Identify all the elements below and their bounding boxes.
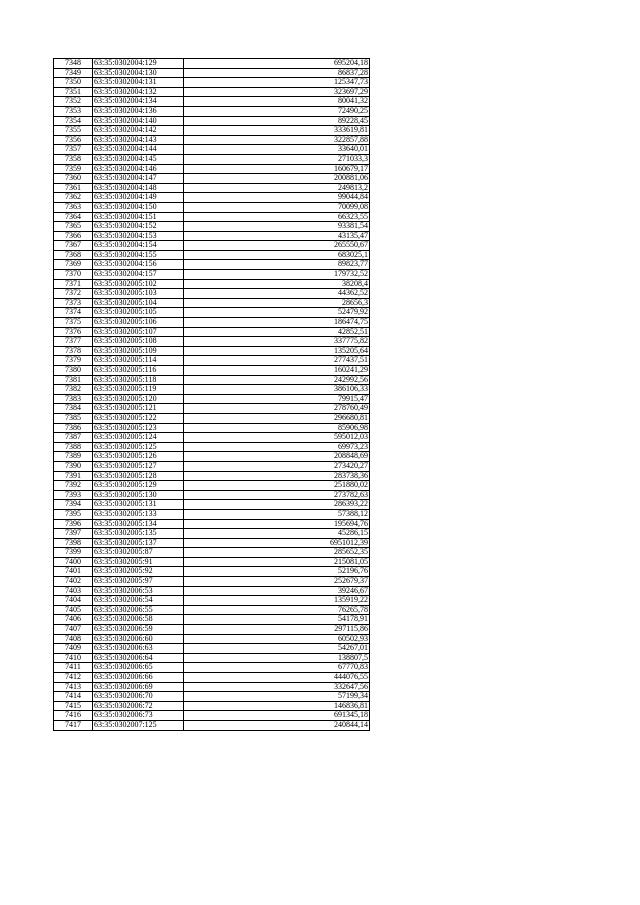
table-row: [54, 423, 370, 433]
table-row: [54, 68, 370, 78]
value-cell: 80041,32: [184, 97, 370, 107]
row-number-cell: 7378: [54, 346, 93, 356]
row-number-cell: 7357: [54, 145, 93, 155]
value-cell: 273782,63: [184, 490, 370, 500]
table-row: [54, 615, 370, 625]
value-cell: 99044,84: [184, 193, 370, 203]
value-cell: 86837,28: [184, 68, 370, 78]
table-row: [54, 605, 370, 615]
value-cell: 70099,08: [184, 202, 370, 212]
value-cell: 76265,78: [184, 605, 370, 615]
cadastral-number-cell: 63:35:0302005:121: [93, 404, 184, 414]
cadastral-number-cell: 63:35:0302005:103: [93, 289, 184, 299]
row-number-cell: 7402: [54, 577, 93, 587]
table-row: [54, 682, 370, 692]
table-row: [54, 625, 370, 635]
table-row: [54, 375, 370, 385]
value-cell: 54267,01: [184, 644, 370, 654]
table-row: [54, 250, 370, 260]
table-row: [54, 202, 370, 212]
cadastral-number-cell: 63:35:0302005:92: [93, 567, 184, 577]
table-row: [54, 145, 370, 155]
value-cell: 179732,52: [184, 270, 370, 280]
row-number-cell: 7358: [54, 154, 93, 164]
table-row: [54, 567, 370, 577]
table-row: [54, 596, 370, 606]
row-number-cell: 7394: [54, 500, 93, 510]
table-row: [54, 356, 370, 366]
cadastral-number-cell: 63:35:0302005:107: [93, 327, 184, 337]
cadastral-number-cell: 63:35:0302006:54: [93, 596, 184, 606]
cadastral-number-cell: 63:35:0302004:155: [93, 250, 184, 260]
row-number-cell: 7356: [54, 135, 93, 145]
row-number-cell: 7386: [54, 423, 93, 433]
value-cell: 60502,93: [184, 634, 370, 644]
cadastral-number-cell: 63:35:0302004:144: [93, 145, 184, 155]
value-cell: 195694,76: [184, 519, 370, 529]
value-cell: 297115,86: [184, 625, 370, 635]
table-row: [54, 471, 370, 481]
row-number-cell: 7364: [54, 212, 93, 222]
table-row: [54, 481, 370, 491]
table-row: [54, 298, 370, 308]
value-cell: 69973,23: [184, 442, 370, 452]
cadastral-number-cell: 63:35:0302006:59: [93, 625, 184, 635]
table-row: [54, 212, 370, 222]
value-cell: 249813,2: [184, 183, 370, 193]
cadastral-number-cell: 63:35:0302005:116: [93, 366, 184, 376]
row-number-cell: 7363: [54, 202, 93, 212]
row-number-cell: 7367: [54, 241, 93, 251]
row-number-cell: 7416: [54, 711, 93, 721]
cadastral-number-cell: 63:35:0302005:129: [93, 481, 184, 491]
value-cell: 208848,69: [184, 452, 370, 462]
cadastral-number-cell: 63:35:0302005:124: [93, 433, 184, 443]
value-cell: 296680,81: [184, 413, 370, 423]
cadastral-number-cell: 63:35:0302006:64: [93, 653, 184, 663]
cadastral-number-cell: 63:35:0302004:143: [93, 135, 184, 145]
cadastral-number-cell: 63:35:0302004:157: [93, 270, 184, 280]
value-cell: 28656,3: [184, 298, 370, 308]
row-number-cell: 7408: [54, 634, 93, 644]
table-row: [54, 59, 370, 69]
row-number-cell: 7385: [54, 413, 93, 423]
value-cell: 42852,51: [184, 327, 370, 337]
row-number-cell: 7405: [54, 605, 93, 615]
table-row: [54, 644, 370, 654]
row-number-cell: 7409: [54, 644, 93, 654]
table-row: [54, 692, 370, 702]
row-number-cell: 7392: [54, 481, 93, 491]
row-number-cell: 7413: [54, 682, 93, 692]
row-number-cell: 7362: [54, 193, 93, 203]
row-number-cell: 7400: [54, 557, 93, 567]
row-number-cell: 7365: [54, 222, 93, 232]
value-cell: 386106,33: [184, 385, 370, 395]
cadastral-number-cell: 63:35:0302005:120: [93, 394, 184, 404]
row-number-cell: 7396: [54, 519, 93, 529]
table-row: [54, 548, 370, 558]
row-number-cell: 7349: [54, 68, 93, 78]
table-body: [54, 59, 370, 731]
table-row: [54, 519, 370, 529]
row-number-cell: 7350: [54, 78, 93, 88]
value-cell: 286393,22: [184, 500, 370, 510]
row-number-cell: 7351: [54, 87, 93, 97]
cadastral-number-cell: 63:35:0302004:149: [93, 193, 184, 203]
cadastral-number-cell: 63:35:0302004:129: [93, 59, 184, 69]
table-row: [54, 711, 370, 721]
value-cell: 57199,34: [184, 692, 370, 702]
row-number-cell: 7352: [54, 97, 93, 107]
row-number-cell: 7393: [54, 490, 93, 500]
value-cell: 89228,45: [184, 116, 370, 126]
table-row: [54, 557, 370, 567]
cadastral-number-cell: 63:35:0302005:134: [93, 519, 184, 529]
cadastral-number-cell: 63:35:0302005:118: [93, 375, 184, 385]
table-row: [54, 154, 370, 164]
cadastral-number-cell: 63:35:0302005:135: [93, 529, 184, 539]
value-cell: 240844,14: [184, 720, 370, 730]
table-row: [54, 529, 370, 539]
table-row: [54, 366, 370, 376]
table-row: [54, 327, 370, 337]
table-row: [54, 394, 370, 404]
row-number-cell: 7359: [54, 164, 93, 174]
cadastral-number-cell: 63:35:0302004:154: [93, 241, 184, 251]
cadastral-number-cell: 63:35:0302005:108: [93, 337, 184, 347]
row-number-cell: 7395: [54, 509, 93, 519]
cadastral-number-cell: 63:35:0302004:131: [93, 78, 184, 88]
table-row: [54, 279, 370, 289]
value-cell: 271033,3: [184, 154, 370, 164]
cadastral-number-cell: 63:35:0302006:66: [93, 673, 184, 683]
table-row: [54, 78, 370, 88]
cadastral-number-cell: 63:35:0302005:119: [93, 385, 184, 395]
value-cell: 595012,03: [184, 433, 370, 443]
table-row: [54, 404, 370, 414]
table-row: [54, 106, 370, 116]
value-cell: 200881,06: [184, 174, 370, 184]
cadastral-number-cell: 63:35:0302006:58: [93, 615, 184, 625]
cadastral-number-cell: 63:35:0302006:69: [93, 682, 184, 692]
table-row: [54, 308, 370, 318]
row-number-cell: 7377: [54, 337, 93, 347]
value-cell: 278760,49: [184, 404, 370, 414]
value-cell: 322857,88: [184, 135, 370, 145]
cadastral-number-cell: 63:35:0302005:127: [93, 461, 184, 471]
row-number-cell: 7388: [54, 442, 93, 452]
table-row: [54, 289, 370, 299]
cadastral-number-cell: 63:35:0302004:146: [93, 164, 184, 174]
cadastral-number-cell: 63:35:0302004:151: [93, 212, 184, 222]
cadastral-number-cell: 63:35:0302006:53: [93, 586, 184, 596]
row-number-cell: 7369: [54, 260, 93, 270]
cadastral-number-cell: 63:35:0302005:137: [93, 538, 184, 548]
row-number-cell: 7382: [54, 385, 93, 395]
cadastral-number-cell: 63:35:0302004:134: [93, 97, 184, 107]
cadastral-number-cell: 63:35:0302005:91: [93, 557, 184, 567]
value-cell: 44362,52: [184, 289, 370, 299]
cadastral-number-cell: 63:35:0302004:156: [93, 260, 184, 270]
cadastral-number-cell: 63:35:0302005:109: [93, 346, 184, 356]
cadastral-number-cell: 63:35:0302004:136: [93, 106, 184, 116]
table-row: [54, 413, 370, 423]
value-cell: 683025,1: [184, 250, 370, 260]
table-row: [54, 231, 370, 241]
table-row: [54, 442, 370, 452]
value-cell: 333619,81: [184, 126, 370, 136]
table-row: [54, 490, 370, 500]
table-row: [54, 346, 370, 356]
cadastral-number-cell: 63:35:0302006:70: [93, 692, 184, 702]
row-number-cell: 7403: [54, 586, 93, 596]
table-row: [54, 509, 370, 519]
row-number-cell: 7370: [54, 270, 93, 280]
table-row: [54, 461, 370, 471]
table-row: [54, 193, 370, 203]
value-cell: 89823,77: [184, 260, 370, 270]
value-cell: 39246,67: [184, 586, 370, 596]
value-cell: 38208,4: [184, 279, 370, 289]
row-number-cell: 7411: [54, 663, 93, 673]
table-row: [54, 222, 370, 232]
value-cell: 323697,29: [184, 87, 370, 97]
cadastral-number-cell: 63:35:0302005:131: [93, 500, 184, 510]
value-cell: 337775,82: [184, 337, 370, 347]
table-row: [54, 385, 370, 395]
table-row: [54, 452, 370, 462]
row-number-cell: 7374: [54, 308, 93, 318]
row-number-cell: 7361: [54, 183, 93, 193]
value-cell: 695204,18: [184, 59, 370, 69]
value-cell: 273420,27: [184, 461, 370, 471]
table-row: [54, 318, 370, 328]
table-row: [54, 577, 370, 587]
table-row: [54, 673, 370, 683]
row-number-cell: 7414: [54, 692, 93, 702]
value-cell: 57388,12: [184, 509, 370, 519]
value-cell: 444076,55: [184, 673, 370, 683]
table-row: [54, 538, 370, 548]
table-row: [54, 164, 370, 174]
value-cell: 160679,17: [184, 164, 370, 174]
cadastral-number-cell: 63:35:0302004:147: [93, 174, 184, 184]
value-cell: 135205,64: [184, 346, 370, 356]
cadastral-number-cell: 63:35:0302005:125: [93, 442, 184, 452]
row-number-cell: 7407: [54, 625, 93, 635]
row-number-cell: 7412: [54, 673, 93, 683]
value-cell: 138807,5: [184, 653, 370, 663]
cadastral-number-cell: 63:35:0302005:130: [93, 490, 184, 500]
row-number-cell: 7354: [54, 116, 93, 126]
value-cell: 125347,73: [184, 78, 370, 88]
row-number-cell: 7383: [54, 394, 93, 404]
value-cell: 251880,02: [184, 481, 370, 491]
cadastral-number-cell: 63:35:0302004:130: [93, 68, 184, 78]
value-cell: 66323,55: [184, 212, 370, 222]
cadastral-number-cell: 63:35:0302004:153: [93, 231, 184, 241]
row-number-cell: 7390: [54, 461, 93, 471]
table-row: [54, 183, 370, 193]
value-cell: 146836,81: [184, 701, 370, 711]
cadastral-number-cell: 63:35:0302006:63: [93, 644, 184, 654]
table-row: [54, 126, 370, 136]
value-cell: 54178,91: [184, 615, 370, 625]
cadastral-number-cell: 63:35:0302005:102: [93, 279, 184, 289]
table-row: [54, 663, 370, 673]
cadastral-number-cell: 63:35:0302005:104: [93, 298, 184, 308]
row-number-cell: 7373: [54, 298, 93, 308]
table-row: [54, 87, 370, 97]
cadastral-number-cell: 63:35:0302004:148: [93, 183, 184, 193]
value-cell: 67770,83: [184, 663, 370, 673]
cadastral-number-cell: 63:35:0302007:125: [93, 720, 184, 730]
data-table: [53, 58, 370, 731]
cadastral-number-cell: 63:35:0302005:128: [93, 471, 184, 481]
row-number-cell: 7381: [54, 375, 93, 385]
cadastral-number-cell: 63:35:0302004:132: [93, 87, 184, 97]
value-cell: 215081,05: [184, 557, 370, 567]
row-number-cell: 7384: [54, 404, 93, 414]
cadastral-number-cell: 63:35:0302006:72: [93, 701, 184, 711]
row-number-cell: 7368: [54, 250, 93, 260]
value-cell: 285652,35: [184, 548, 370, 558]
value-cell: 93381,54: [184, 222, 370, 232]
table-row: [54, 433, 370, 443]
row-number-cell: 7375: [54, 318, 93, 328]
cadastral-number-cell: 63:35:0302005:87: [93, 548, 184, 558]
value-cell: 283738,36: [184, 471, 370, 481]
table-row: [54, 260, 370, 270]
row-number-cell: 7380: [54, 366, 93, 376]
cadastral-number-cell: 63:35:0302004:150: [93, 202, 184, 212]
row-number-cell: 7379: [54, 356, 93, 366]
table-row: [54, 241, 370, 251]
value-cell: 6951012,39: [184, 538, 370, 548]
cadastral-number-cell: 63:35:0302006:55: [93, 605, 184, 615]
value-cell: 242992,56: [184, 375, 370, 385]
cadastral-number-cell: 63:35:0302005:122: [93, 413, 184, 423]
cadastral-number-cell: 63:35:0302004:145: [93, 154, 184, 164]
value-cell: 85906,98: [184, 423, 370, 433]
table-row: [54, 116, 370, 126]
cadastral-number-cell: 63:35:0302005:97: [93, 577, 184, 587]
cadastral-number-cell: 63:35:0302006:60: [93, 634, 184, 644]
value-cell: 265550,67: [184, 241, 370, 251]
value-cell: 160241,29: [184, 366, 370, 376]
row-number-cell: 7415: [54, 701, 93, 711]
row-number-cell: 7353: [54, 106, 93, 116]
cadastral-number-cell: 63:35:0302005:123: [93, 423, 184, 433]
table-row: [54, 270, 370, 280]
value-cell: 43135,47: [184, 231, 370, 241]
value-cell: 252679,37: [184, 577, 370, 587]
row-number-cell: 7348: [54, 59, 93, 69]
row-number-cell: 7406: [54, 615, 93, 625]
table-row: [54, 701, 370, 711]
cadastral-number-cell: 63:35:0302006:73: [93, 711, 184, 721]
value-cell: 52196,76: [184, 567, 370, 577]
row-number-cell: 7398: [54, 538, 93, 548]
row-number-cell: 7355: [54, 126, 93, 136]
row-number-cell: 7376: [54, 327, 93, 337]
value-cell: 186474,75: [184, 318, 370, 328]
value-cell: 33640,01: [184, 145, 370, 155]
table-row: [54, 653, 370, 663]
row-number-cell: 7410: [54, 653, 93, 663]
row-number-cell: 7397: [54, 529, 93, 539]
row-number-cell: 7404: [54, 596, 93, 606]
row-number-cell: 7387: [54, 433, 93, 443]
cadastral-number-cell: 63:35:0302005:114: [93, 356, 184, 366]
table-row: [54, 135, 370, 145]
row-number-cell: 7371: [54, 279, 93, 289]
value-cell: 72490,25: [184, 106, 370, 116]
cadastral-number-cell: 63:35:0302004:140: [93, 116, 184, 126]
value-cell: 79915,47: [184, 394, 370, 404]
table-row: [54, 337, 370, 347]
table-row: [54, 500, 370, 510]
row-number-cell: 7391: [54, 471, 93, 481]
value-cell: 691345,18: [184, 711, 370, 721]
value-cell: 45286,15: [184, 529, 370, 539]
cadastral-number-cell: 63:35:0302005:133: [93, 509, 184, 519]
cadastral-number-cell: 63:35:0302005:106: [93, 318, 184, 328]
cadastral-number-cell: 63:35:0302004:152: [93, 222, 184, 232]
row-number-cell: 7417: [54, 720, 93, 730]
row-number-cell: 7372: [54, 289, 93, 299]
row-number-cell: 7401: [54, 567, 93, 577]
value-cell: 332647,56: [184, 682, 370, 692]
cadastral-number-cell: 63:35:0302005:126: [93, 452, 184, 462]
table-row: [54, 720, 370, 730]
row-number-cell: 7366: [54, 231, 93, 241]
table-row: [54, 174, 370, 184]
value-cell: 52479,92: [184, 308, 370, 318]
value-cell: 277437,51: [184, 356, 370, 366]
table-row: [54, 586, 370, 596]
cadastral-number-cell: 63:35:0302004:142: [93, 126, 184, 136]
value-cell: 135919,22: [184, 596, 370, 606]
cadastral-number-cell: 63:35:0302005:105: [93, 308, 184, 318]
row-number-cell: 7399: [54, 548, 93, 558]
row-number-cell: 7389: [54, 452, 93, 462]
row-number-cell: 7360: [54, 174, 93, 184]
table-row: [54, 634, 370, 644]
table-row: [54, 97, 370, 107]
cadastral-number-cell: 63:35:0302006:65: [93, 663, 184, 673]
